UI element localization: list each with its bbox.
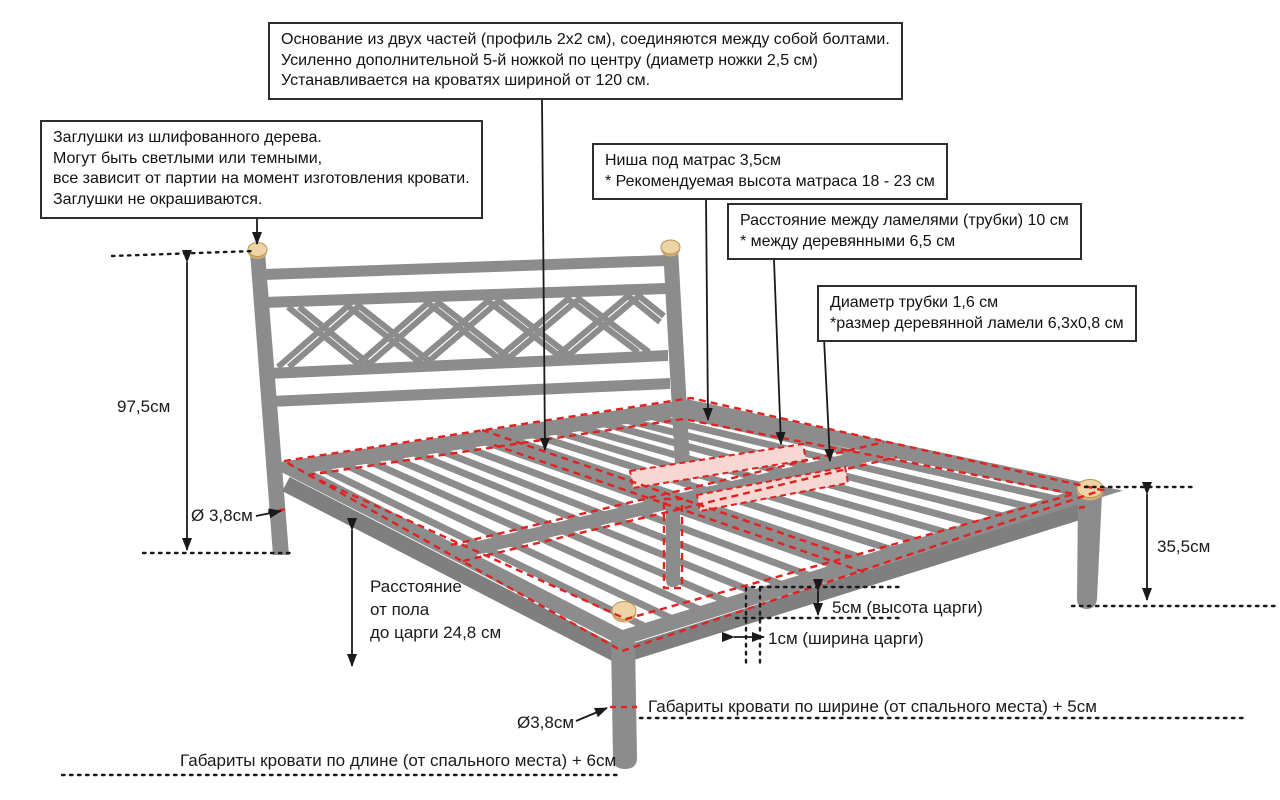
- callout-text-line: Могут быть светлыми или темными,: [53, 149, 323, 167]
- callout-box-tube-diameter: [817, 285, 1137, 342]
- dimension-label-foot-leg-diameter: Ø3,8см: [517, 713, 575, 732]
- callout-text-line: Заглушки из шлифованного дерева.: [53, 129, 322, 146]
- wooden-cap-icon: [612, 602, 636, 623]
- callout-text-line: Основание из двух частей (профиль 2х2 см), соединяются между собой болтами.: [281, 31, 890, 48]
- callout-text-line: все зависит от партии на момент изготовления кровати.: [53, 170, 470, 188]
- callout-text-line: Расстояние между ламелями (трубки) 10 см: [740, 212, 1069, 229]
- callout-text-line: Диаметр трубки 1,6 см: [830, 294, 999, 311]
- dimension-label-foot-height: 35,5см: [1157, 537, 1211, 556]
- callout-text-line: * Рекомендуемая высота матраса 18 - 23 см: [605, 172, 935, 190]
- callout-box-slat-spacing: [727, 203, 1082, 260]
- callout-text-line: * между деревянными 6,5 см: [740, 232, 956, 250]
- wooden-cap-icon: [661, 240, 680, 257]
- dimension-label-overall-width: Габариты кровати по ширине (от спального места) + 5см: [648, 697, 1097, 716]
- dimension-label-floor-to-rail-3: до царги 24,8 см: [370, 623, 502, 642]
- foot-front-leg: [611, 641, 637, 769]
- callout-box-base: [268, 22, 903, 100]
- callout-text-line: Ниша под матрас 3,5см: [605, 152, 782, 169]
- callout-text-line: Устанавливается на кроватях шириной от 120 см.: [281, 72, 651, 90]
- dimension-label-rail-height: 5см (высота царги): [832, 598, 983, 617]
- callout-text-line: *размер деревянной ламели 6,3х0,8 см: [830, 314, 1124, 332]
- dimension-label-rail-width: 1см (ширина царги): [768, 629, 924, 648]
- dimension-label-head-leg-diameter: Ø 3,8см: [191, 506, 253, 525]
- dimension-label-floor-to-rail-1: Расстояние: [370, 577, 462, 596]
- callout-box-niche: [592, 143, 948, 200]
- callout-box-caps: [40, 120, 483, 219]
- dimension-label-overall-length: Габариты кровати по длине (от спального места) + 6см: [180, 751, 617, 770]
- callout-text-line: Усиленно дополнительной 5-й ножкой по центру (диаметр ножки 2,5 см): [281, 51, 818, 69]
- callout-text-line: Заглушки не окрашиваются.: [53, 190, 263, 208]
- dimension-label-headboard-height: 97,5см: [117, 397, 171, 416]
- dimension-label-floor-to-rail-2: от пола: [370, 600, 430, 619]
- foot-rear-leg: [1077, 494, 1102, 609]
